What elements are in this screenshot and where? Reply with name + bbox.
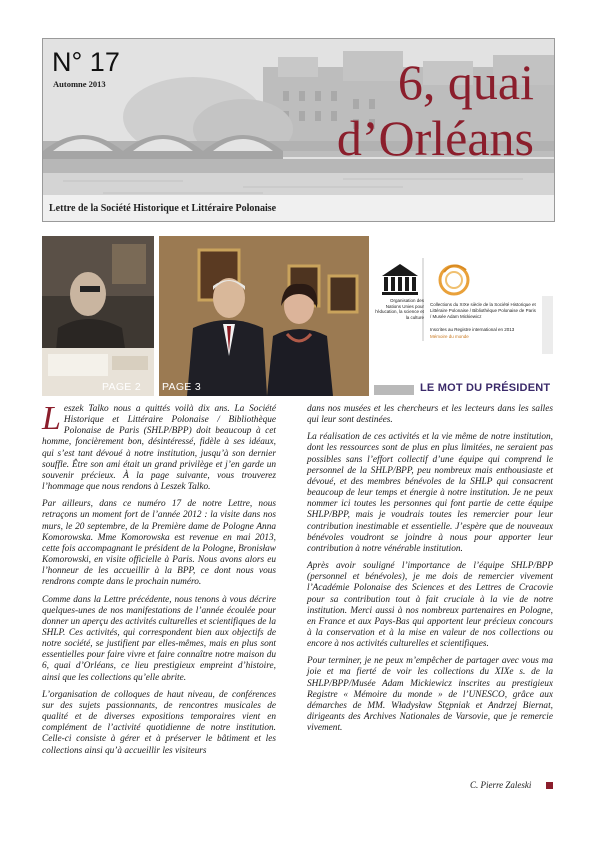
newsletter-subtitle: Lettre de la Société Historique et Littéraire Polonaise	[49, 203, 277, 214]
newsletter-title-line1: 6, quai	[397, 54, 534, 110]
paragraph-text: eszek Talko nous a quittés voilà dix ans. La Société Historique et Littéraire Polonaise / Bibliothèque Polonaise de Paris (SHLP/BPP) doit beaucoup à cet homme, foncièrement bon, désintéressé, fidèle à ses idéaux, qui s’est tant dévoué à notre institution, jusqu’à son dernier souffle. Être son ami était un grand privilège et j’en garde un souvenir précieux. À la page suivante, vous trouverez l’hommage que nous rendons à Leszek Talko.	[42, 404, 276, 493]
man-at-desk-image	[42, 236, 154, 396]
masthead-banner	[42, 38, 555, 222]
unesco-register-text: Inscrites au Registre international en 2013	[430, 327, 515, 332]
photo-label-page-3: PAGE 3	[162, 381, 201, 393]
end-mark-square	[546, 782, 553, 789]
unesco-memory-of-world-box	[374, 236, 553, 354]
photo-leszek-talko	[42, 236, 154, 396]
article-right-column	[307, 404, 553, 740]
issue-season: Automne 2013	[53, 79, 106, 89]
paragraph: Pour terminer, je ne peux m’empêcher de partager avec vous ma joie et ma fierté de voir les collections du XIXe s. de la SHLP/BPP/Musée Adam Mickiewicz inscrites au prestigieux Registre « Mémoire du monde » de l’UNESCO, grâce aux démarches de MM. Władysław Stępniak et Andrzej Biernat, dirigeants des Archives Nationales de Varsovie, que je remercie vivement.	[307, 656, 553, 734]
paragraph: Comme dans la Lettre précédente, nous tenons à vous décrire quelques-unes de nos manifestations de l’année écoulée pour donner un aperçu des activités culturelles et scientifiques de la SHLP. Ces activités, qui correspondent bien aux objectifs de notre société, se justifient par elles-mêmes, mais en plus sont essentielles pour faire vivre et faire connaître notre maison du 6, quai d’Orléans, ce lieu prestigieux empreint d’histoire, ainsi que les collections qu’elle abrite.	[42, 594, 276, 683]
couple-image	[159, 236, 369, 396]
photo-label-page-2: PAGE 2	[102, 381, 141, 393]
paragraph: L’organisation de colloques de haut niveau, de conférences sur des sujets passionnants, de rencontres musicales de qualité et de diverses expositions temporaires vient en complément de l’activité quotidienne de notre institution. Celle-ci consiste à gérer et à préserver le bâtiment et les collections ainsi qu’à accueillir les visiteurs	[42, 689, 276, 756]
unesco-collections-text: Collections du XIXe siècle de la Société Historique et Littéraire Polonaise / Bibliothèque Polonaise de Paris / Musée Adam Mickiewicz	[430, 302, 536, 319]
paragraph: Par ailleurs, dans ce numéro 17 de notre Lettre, nous retraçons un moment fort de l’année 2012 : la visite dans nos murs, le 20 septembre, de la Première dame de Pologne Anna Komorowska. Mme Komorowska est revenue en mai 2013, cette fois accompagnant le président de la Pologne, Bronisław Komorowski, en visite officielle à Paris. Nous avons alors eu l’honneur de les accueillir à la BPP, ce dont nous vous rendrons compte dans le prochain numéro.	[42, 499, 276, 588]
unesco-org-text: Organisation des Nations Unies pour l’éducation, la science et la culture	[374, 298, 424, 320]
article-left-column	[42, 400, 276, 763]
section-header-bar	[374, 385, 414, 395]
author-signature: C. Pierre Zaleski	[470, 780, 532, 790]
section-title: LE MOT DU PRÉSIDENT	[420, 382, 551, 394]
paragraph: dans nos musées et les chercheurs et les lecteurs dans les salles qui leur sont destinées.	[307, 404, 553, 426]
issue-number: N° 17	[52, 47, 120, 77]
photo-presidential-couple	[159, 236, 369, 396]
paragraph: La réalisation de ces activités et la vie même de notre institution, dont les ressources sont de plus en plus limitées, ne seraient pas possibles sans l’effort collectif d’une équipe qui comprend le personnel de la SHLP/BPP, peu nombreux mais enthousiaste et dévoué, et des membres bénévoles de la SHLP qui consacrent beaucoup de leur temps et énergie à notre institution. Je ne peux nommer ici toutes les personnes qui font partie de cette équipe SHLP/BPP, mais je voudrais toutes les remercier pour leur contribution inestimable et essentielle. J’espère que de nouveaux bénévoles voudront se joindre à nous pour apporter leur contribution à notre vénérable institution.	[307, 432, 553, 554]
newsletter-title-line2: d’Orléans	[336, 110, 534, 166]
paragraph	[42, 400, 276, 493]
drop-cap: L	[42, 400, 61, 437]
paragraph: Après avoir souligné l’importance de l’équipe SHLP/BPP (personnel et bénévoles), je me dois de remercier vivement l’Académie Polonaise des Sciences et des Lettres de Cracovie pour sa contribution tout à fait cruciale à la vie de notre institution. Merci aussi à nos nombreux partenaires en Pologne, en France et aux Pays-Bas qui apportent leur précieux concours à la conservation et à la mise en valeur de nos collections ou encore à nos activités culturelles et scientifiques.	[307, 561, 553, 650]
unesco-memory-text: Mémoire du monde	[430, 334, 469, 339]
